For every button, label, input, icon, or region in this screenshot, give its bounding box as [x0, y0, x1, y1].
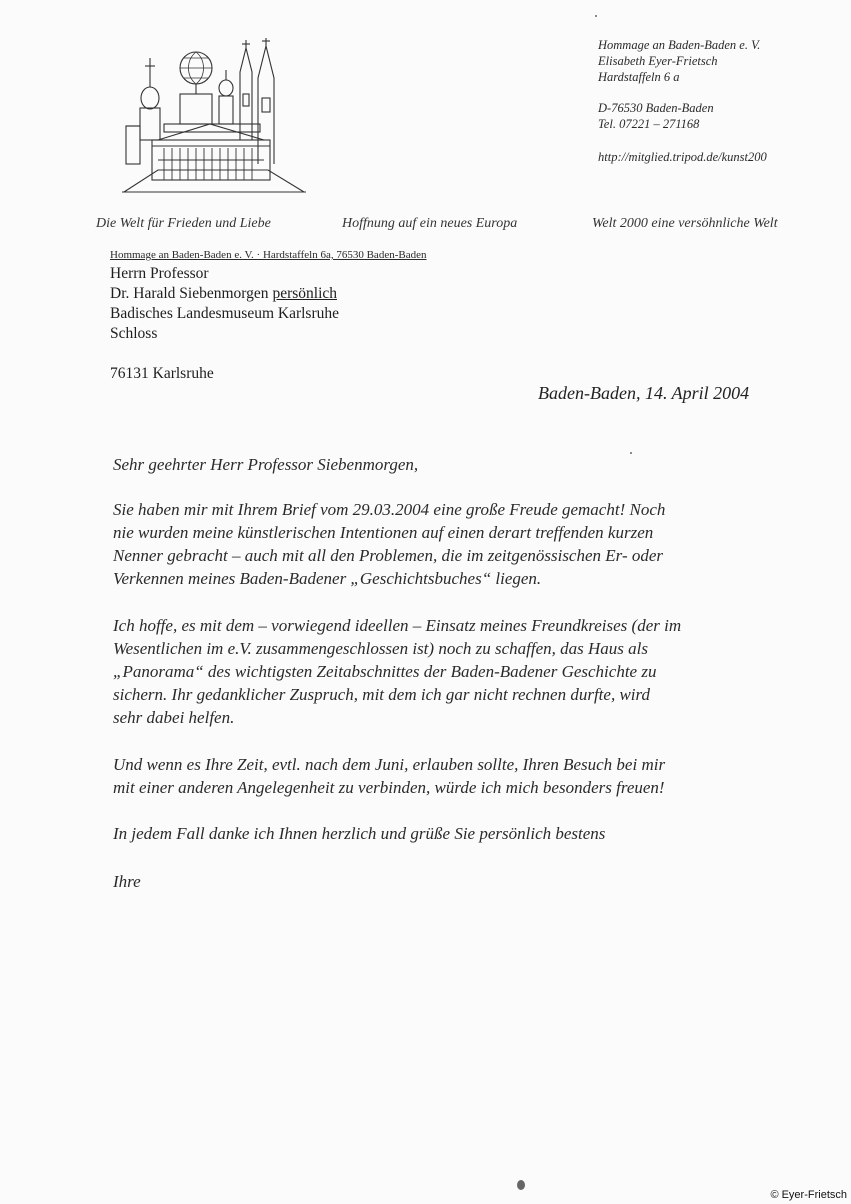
sender-org: Hommage an Baden-Baden e. V. [598, 38, 761, 52]
paragraph-2-line: sehr dabei helfen. [113, 708, 235, 727]
tagline-peace: Die Welt für Frieden und Liebe [96, 216, 271, 231]
recipient-street: Schloss [110, 325, 158, 342]
paragraph-3-line: Und wenn es Ihre Zeit, evtl. nach dem Juni, erlauben sollte, Ihren Besuch bei mir [113, 755, 666, 774]
scan-speck [595, 15, 597, 17]
church-logo [118, 36, 310, 196]
sender-street: Hardstaffeln 6 a [598, 70, 680, 84]
recipient-title: Herrn Professor [110, 265, 209, 282]
paragraph-1-line: Nenner gebracht – auch mit all den Problemen, die im zeitgenössischen Er- oder [113, 546, 664, 565]
paragraph-2-line: „Panorama“ des wichtigsten Zeitabschnittes der Baden-Badener Geschichte zu [113, 662, 657, 681]
recipient-city: 76131 Karlsruhe [110, 365, 214, 382]
closing: Ihre [113, 872, 141, 891]
tagline-world: Welt 2000 eine versöhnliche Welt [592, 216, 778, 231]
salutation: Sehr geehrter Herr Professor Siebenmorgen, [113, 455, 419, 474]
copyright-notice: © Eyer-Frietsch [770, 1189, 847, 1201]
letter-date: Baden-Baden, 14. April 2004 [538, 383, 750, 403]
sender-phone: Tel. 07221 – 271168 [598, 117, 700, 131]
scan-speck [630, 452, 632, 454]
tagline-europe: Hoffnung auf ein neues Europa [342, 216, 518, 231]
sender-city: D-76530 Baden-Baden [598, 101, 714, 115]
paragraph-1-line: Verkennen meines Baden-Badener „Geschichtsbuches“ liegen. [113, 569, 542, 588]
paragraph-2-line: Wesentlichen im e.V. zusammengeschlossen ist) noch zu schaffen, das Haus als [113, 639, 648, 658]
paragraph-2-line: Ich hoffe, es mit dem – vorwiegend ideellen – Einsatz meines Freundkreises (der im [113, 616, 682, 635]
paragraph-4: In jedem Fall danke ich Ihnen herzlich und grüße Sie persönlich bestens [113, 824, 606, 843]
recipient-personal-note: persönlich [272, 285, 338, 302]
paragraph-1-line: nie wurden meine künstlerischen Intentionen auf einen derart treffenden kurzen [113, 523, 654, 542]
recipient-name-line [110, 285, 337, 303]
sender-name: Elisabeth Eyer-Frietsch [598, 54, 718, 68]
recipient-name: Dr. Harald Siebenmorgen [110, 285, 269, 302]
recipient-institution: Badisches Landesmuseum Karlsruhe [110, 305, 339, 322]
scan-speck [517, 1180, 525, 1190]
paragraph-2-line: sichern. Ihr gedanklicher Zuspruch, mit dem ich gar nicht rechnen durfte, wird [113, 685, 650, 704]
paragraph-3-line: mit einer anderen Angelegenheit zu verbinden, würde ich mich besonders freuen! [113, 778, 665, 797]
return-address: Hommage an Baden-Baden e. V. · Hardstaffeln 6a, 76530 Baden-Baden [110, 249, 427, 261]
sender-url: http://mitglied.tripod.de/kunst200 [598, 150, 767, 164]
paragraph-1-line: Sie haben mir mit Ihrem Brief vom 29.03.2004 eine große Freude gemacht! Noch [113, 500, 666, 519]
